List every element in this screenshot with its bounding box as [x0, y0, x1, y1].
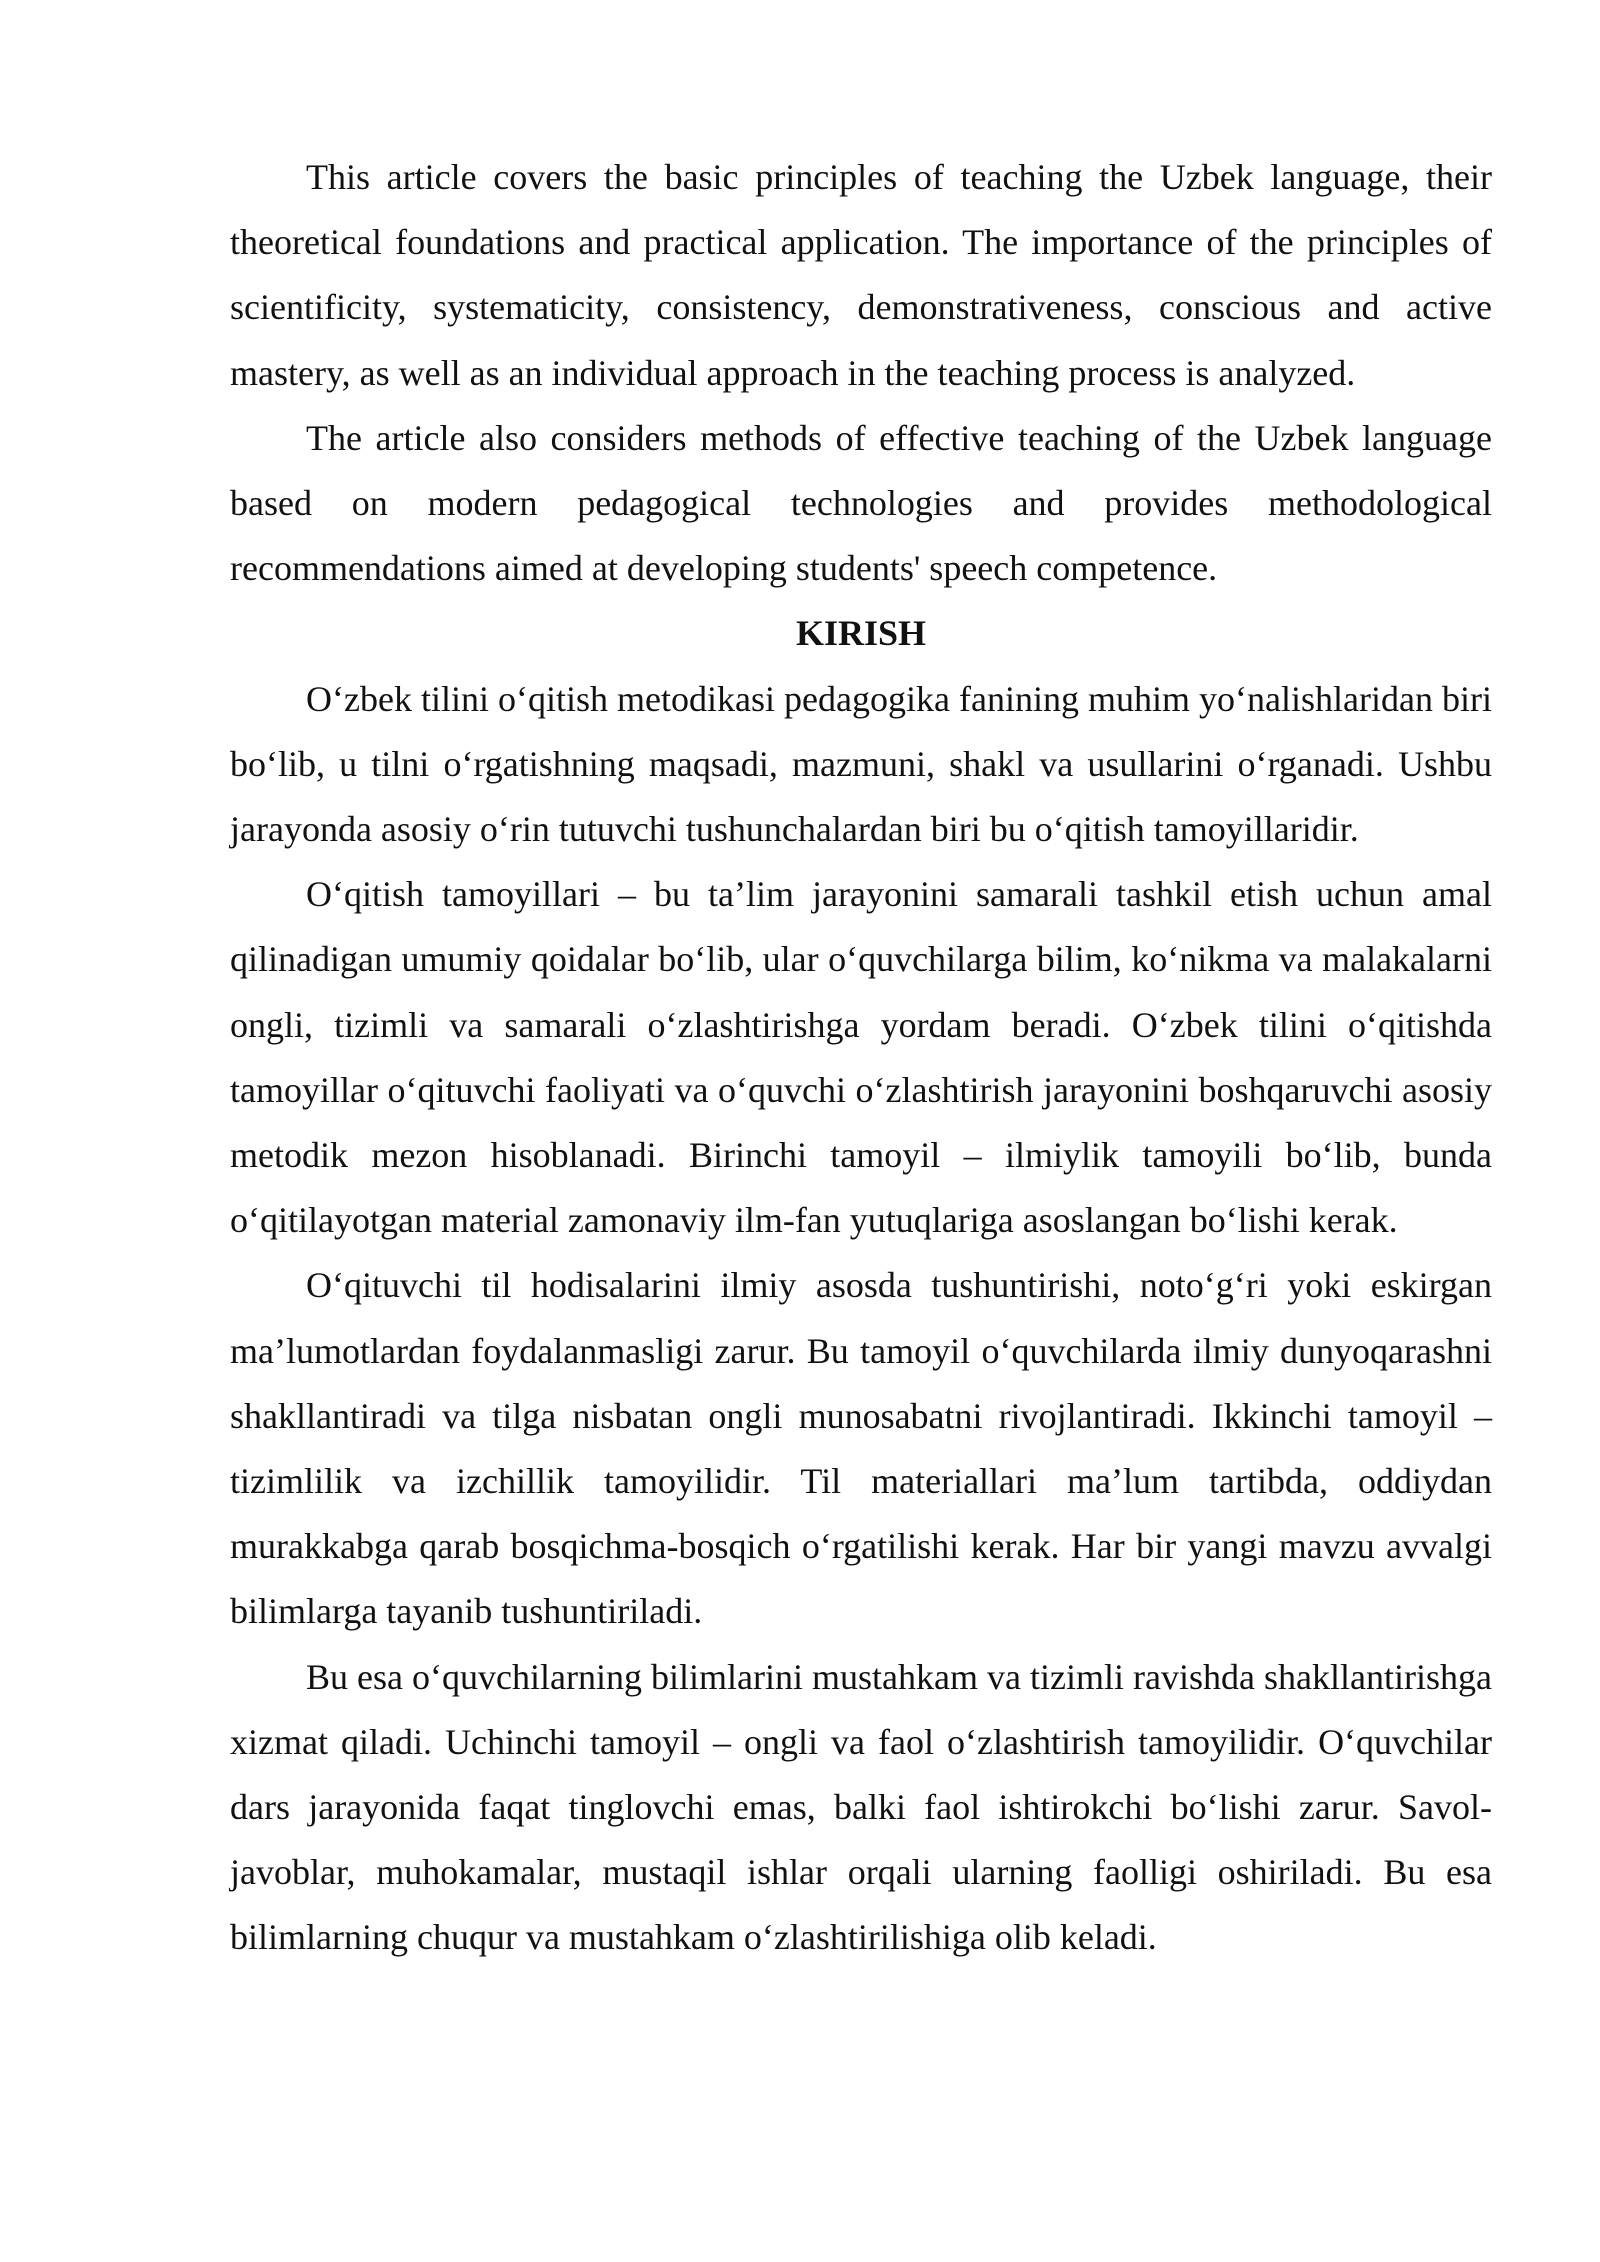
body-paragraph-3: O‘qituvchi til hodisalarini ilmiy asosda tushuntirishi, noto‘g‘ri yoki eskirgan ma’lumotlardan foydalanmasligi zarur. Bu tamoyil o‘quvchilarda ilmiy dunyoqarashni shakllantiradi va tilga nisbatan ongli munosabatni rivojlantiradi. Ikkinchi tamoyil – tizimlilik va izchillik tamoyilidir. Til materiallari ma’lum tartibda, oddiydan murakkabga qarab bosqichma-bosqich o‘rgatilishi kerak. Har bir yangi mavzu avvalgi bilimlarga tayanib tushuntiriladi. — [230, 1265, 1492, 1632]
abstract-paragraph-1: This article covers the basic principles of teaching the Uzbek language, their theoretical foundations and practical application. The importance of the principles of scientificity, systematicity, consistency, demonstrativeness, conscious and active mastery, as well as an individual approach in the teaching process is analyzed. — [230, 157, 1492, 393]
document-page — [230, 145, 1492, 1971]
abstract-paragraph-2: The article also considers methods of effective teaching of the Uzbek language based on modern pedagogical technologies and provides methodological recommendations aimed at developing students' speech competence. — [230, 417, 1492, 589]
section-heading: KIRISH — [795, 613, 927, 654]
body-paragraph-1: O‘zbek tilini o‘qitish metodikasi pedagogika fanining muhim yo‘nalishlaridan biri bo‘lib, u tilni o‘rgatishning maqsadi, mazmuni, shakl va usullarini o‘rganadi. Ushbu jarayonda asosiy o‘rin tutuvchi tushunchalardan biri bu o‘qitish tamoyillaridir. — [230, 678, 1492, 850]
body-paragraph-2: O‘qitish tamoyillari – bu ta’lim jarayonini samarali tashkil etish uchun amal qilinadigan umumiy qoidalar bo‘lib, ular o‘quvchilarga bilim, ko‘nikma va malakalarni ongli, tizimli va samarali o‘zlashtirishga yordam beradi. O‘zbek tilini o‘qitishda tamoyillar o‘qituvchi faoliyati va o‘quvchi o‘zlashtirish jarayonini boshqaruvchi asosiy metodik mezon hisoblanadi. Birinchi tamoyil – ilmiylik tamoyili bo‘lib, bunda o‘qitilayotgan material zamonaviy ilm-fan yutuqlariga asoslangan bo‘lishi kerak. — [230, 874, 1492, 1241]
body-paragraph-4: Bu esa o‘quvchilarning bilimlarini mustahkam va tizimli ravishda shakllantirishga xizmat qiladi. Uchinchi tamoyil – ongli va faol o‘zlashtirish tamoyilidir. O‘quvchilar dars jarayonida faqat tinglovchi emas, balki faol ishtirokchi bo‘lishi zarur. Savol-javoblar, muhokamalar, mustaqil ishlar orqali ularning faolligi oshiriladi. Bu esa bilimlarning chuqur va mustahkam o‘zlashtirilishiga olib keladi. — [230, 1656, 1492, 1958]
